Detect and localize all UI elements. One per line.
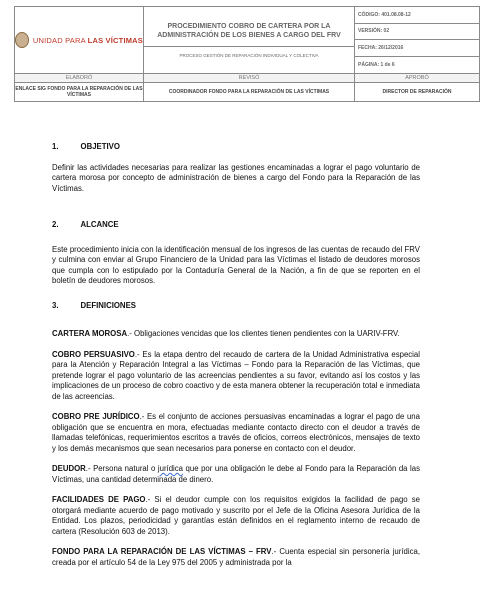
section-heading: 3. DEFINICIONES bbox=[52, 300, 136, 310]
page-number: PÁGINA: 1 de 6 bbox=[358, 61, 395, 68]
definition: COBRO PRE JURÍDICO.- Es el conjunto de acciones persuasivas encaminadas a lograr el pago de una obligación que se encuentra en mora, efectuadas mediante contacto directo con el deudor a través de llamadas telefónicas, requerimientos escritos a través de oficios, correos electrónicos, mensajes de texto y los demás mecanismos que sean necesarios para ponerse en contacto con el deudor. bbox=[52, 412, 420, 453]
coat-of-arms-icon bbox=[15, 32, 29, 48]
document-header bbox=[14, 6, 480, 102]
section-heading: 1. OBJETIVO bbox=[52, 142, 120, 151]
definition: COBRO PERSUASIVO.- Es la etapa dentro del recaudo de cartera de la Unidad Administrativa especial para la Atención y Reparación Integral a las Víctimas – Fondo para la Reparación de las Víctimas, que pretende lograr el pago voluntario de las acreencias pendientes a su favor, evitando así los costos y las implicaciones de un proceso de cobro coactivo y de esta manera obtener la recuperación total e inmediata de las acreencias. bbox=[52, 349, 420, 401]
col-reviso: REVISÓ bbox=[144, 74, 355, 83]
definition-term: FONDO PARA LA REPARACIÓN DE LAS VÍCTIMAS – FRV bbox=[52, 547, 272, 556]
reviso-value: COORDINADOR FONDO PARA LA REPARACIÓN DE LAS VÍCTIMAS bbox=[144, 83, 355, 102]
process-name: PROCESO GESTIÓN DE REPARACIÓN INDIVIDUAL Y COLECTIVA bbox=[144, 46, 354, 64]
meta-cell bbox=[355, 7, 480, 74]
definition-term: DEUDOR bbox=[52, 464, 86, 473]
definition-term: FACILIDADES DE PAGO bbox=[52, 495, 146, 504]
aprobo-value: DIRECTOR DE REPARACIÓN bbox=[355, 83, 480, 102]
logo-text: UNIDAD PARA LAS VÍCTIMAS bbox=[32, 35, 143, 45]
document-body bbox=[52, 142, 420, 568]
definition-term: COBRO PERSUASIVO bbox=[52, 349, 135, 359]
section-text: Definir las actividades necesarias para realizar las gestiones encaminadas a lograr el pago voluntario de cartera morosa por concepto de administración de bienes a cargo del Fondo para la Reparación de las Víctimas. bbox=[52, 162, 420, 193]
document-title: PROCEDIMIENTO COBRO DE CARTERA POR LA ADMINISTRACIÓN DE LOS BIENES A CARGO DEL FRV bbox=[157, 23, 341, 39]
title-cell bbox=[144, 7, 355, 74]
document-version: VERSIÓN: 02 bbox=[355, 24, 479, 41]
definition: FONDO PARA LA REPARACIÓN DE LAS VÍCTIMAS – FRV.- Cuenta especial sin personería jurídica, creada por el artículo 54 de la Ley 975 del 2005 y administrada por la bbox=[52, 547, 420, 567]
section-text: Este procedimiento inicia con la identificación mensual de los ingresos de las cuentas de recaudo del FRV y culmina con enviar al Grupo Financiero de la Unidad para las Víctimas el listado de deudores morosos que cumpla con lo estipulado por la Contaduría General de la Nación, a fin de que se reporten en el boletín de deudores morosos. bbox=[52, 244, 420, 285]
logo bbox=[15, 32, 143, 48]
definition: FACILIDADES DE PAGO.- Si el deudor cumple con los requisitos exigidos la facilidad de pago se otorgará mediante acuerdo de pago motivado y suscrito por el Jefe de la Oficina Asesora Jurídica de la Entidad. Los plazos, periodicidad y garantías están definidos en el reglamento interno de recaudo de cartera (Resolución 603 de 2013). bbox=[52, 495, 421, 536]
definition-term: COBRO PRE JURÍDICO bbox=[52, 412, 140, 421]
document-code: CÓDIGO: 401.08.08-12 bbox=[355, 7, 479, 24]
definition: DEUDOR.- Persona natural o jurídica que por una obligación le debe al Fondo para la Reparación da las Víctimas, una cantidad determinada de dinero. bbox=[52, 464, 420, 484]
elaboro-value: ENLACE SIG FONDO PARA LA REPARACIÓN DE LAS VÍCTIMAS bbox=[15, 83, 144, 102]
col-elaboro: ELABORÓ bbox=[15, 74, 144, 83]
definition-term: CARTERA MOROSA bbox=[52, 329, 128, 338]
section-heading: 2. ALCANCE bbox=[52, 220, 119, 229]
spellcheck-word: jurídica bbox=[157, 464, 184, 473]
col-aprobo: APROBÓ bbox=[355, 74, 480, 83]
definition: CARTERA MOROSA.- Obligaciones vencidas que los clientes tienen pendientes con la UARIV-FRV. bbox=[52, 329, 400, 338]
logo-cell bbox=[15, 7, 144, 74]
document-date: FECHA: 26/12/2016 bbox=[355, 40, 479, 57]
